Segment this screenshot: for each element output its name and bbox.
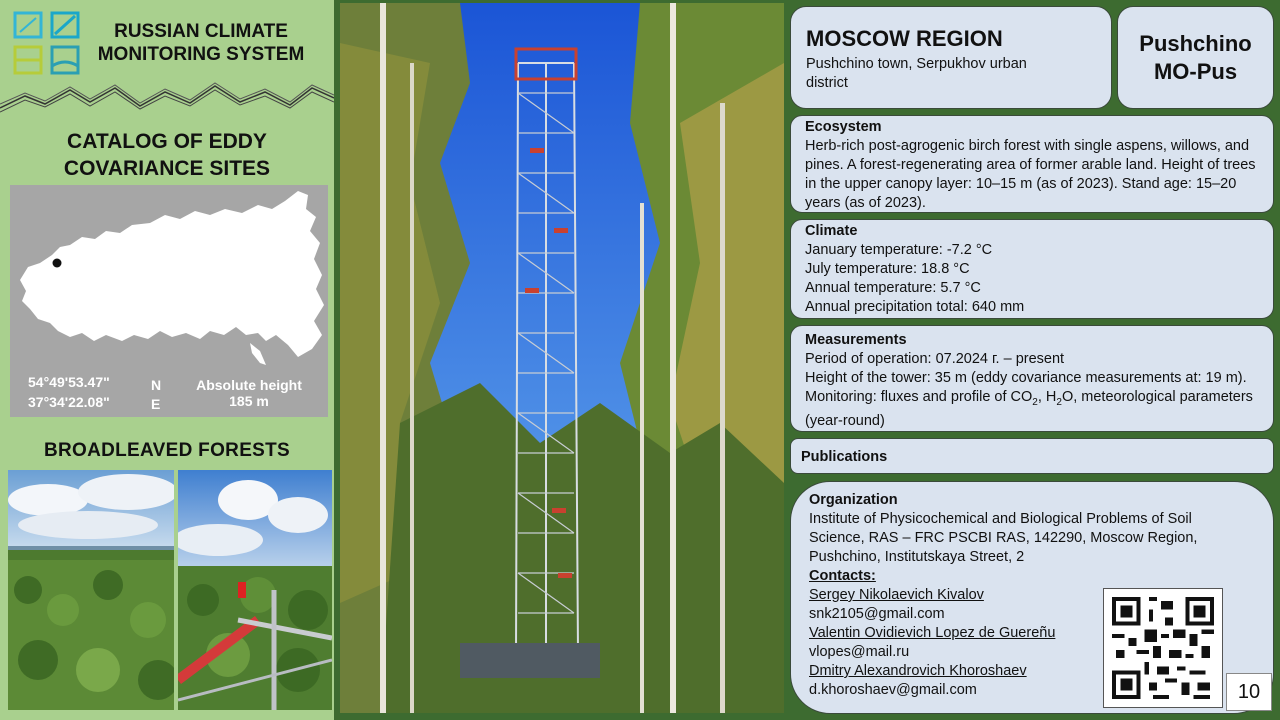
contact-name-3[interactable]: Dmitry Alexandrovich Khoroshaev [809, 663, 1027, 679]
latitude-direction: N [151, 377, 162, 393]
site-card [1117, 6, 1274, 109]
region-card [790, 6, 1112, 109]
contact-name-1[interactable]: Sergey Nikolaevich Kivalov [809, 587, 984, 603]
contact-name-2[interactable]: Valentin Ovidievich Lopez de Guereñu [809, 625, 1056, 641]
catalog-title-line1: CATALOG OF EDDY [67, 130, 267, 153]
page-number: 10 [1226, 673, 1272, 711]
mountain-line-decoration [0, 76, 334, 120]
left-panel [0, 0, 334, 720]
catalog-title-line2: COVARIANCE SITES [63, 157, 271, 180]
publications-heading[interactable]: Publications [801, 449, 888, 465]
publications-card[interactable] [790, 438, 1274, 474]
latitude-value: 54°49'53.47" [28, 374, 110, 390]
longitude-direction: E [151, 396, 161, 412]
measurements-card [790, 325, 1274, 432]
region-subtitle: Pushchino town, Serpukhov urban district [806, 56, 1027, 91]
climate-heading: Climate [805, 223, 858, 239]
climate-january: January temperature: -7.2 °C [805, 242, 993, 258]
contact-email-2[interactable]: vlopes@mail.ru [809, 644, 910, 660]
site-name: Pushchino [1139, 30, 1252, 56]
tower-photo [340, 3, 784, 713]
measurements-heading: Measurements [805, 332, 907, 348]
climate-july: July temperature: 18.8 °C [805, 261, 970, 277]
organization-text: Institute of Physicochemical and Biological Problems of Soil Science, RAS – FRC PSCBI RAS, 142290, Moscow Region, Pushchino, Institutskaya Street, 2 [809, 511, 1198, 565]
site-location-marker [53, 259, 62, 268]
system-title-line1: RUSSIAN CLIMATE [114, 21, 288, 42]
organization-heading: Organization [809, 492, 898, 508]
system-title [88, 20, 314, 66]
forest-photo-2 [178, 470, 332, 710]
altitude-label: Absolute height [196, 377, 302, 393]
climate-precipitation: Annual precipitation total: 640 mm [805, 299, 1025, 315]
rcms-logo-icon [12, 10, 84, 78]
system-title-line2: MONITORING SYSTEM [97, 44, 305, 65]
forest-photo-1 [8, 470, 174, 710]
biome-title: BROADLEAVED FORESTS [43, 440, 291, 461]
qr-code-icon[interactable] [1103, 588, 1223, 708]
catalog-title [10, 128, 324, 182]
climate-card [790, 219, 1274, 319]
measurements-period: Period of operation: 07.2024 г. – present [805, 351, 1065, 367]
climate-annual-temp: Annual temperature: 5.7 °C [805, 280, 981, 296]
site-code: MO-Pus [1153, 58, 1238, 84]
longitude-value: 37°34'22.08" [28, 394, 110, 410]
ecosystem-text: Herb-rich post-agrogenic birch forest with single aspens, willows, and pines. A forest-regenerating area of former arable land. Height of trees in the upper canopy layer: 10–15 m (as of 2023). Stand age: 15–20 years (as of 2023). [805, 138, 1256, 211]
measurements-tower: Height of the tower: 35 m (eddy covariance measurements at: 19 m). Monitoring: fluxes and profile of $CO_2$, $H_2O$, meteorological parameters (year-round) [805, 370, 1253, 429]
region-title: MOSCOW REGION [806, 26, 1003, 51]
ecosystem-card [790, 115, 1274, 213]
contact-email-1[interactable]: snk2105@gmail.com [809, 606, 945, 622]
ecosystem-heading: Ecosystem [805, 119, 882, 135]
contact-email-3[interactable]: d.khoroshaev@gmail.com [809, 682, 977, 698]
contacts-heading: Contacts: [809, 568, 876, 584]
altitude-value: 185 m [229, 393, 269, 409]
